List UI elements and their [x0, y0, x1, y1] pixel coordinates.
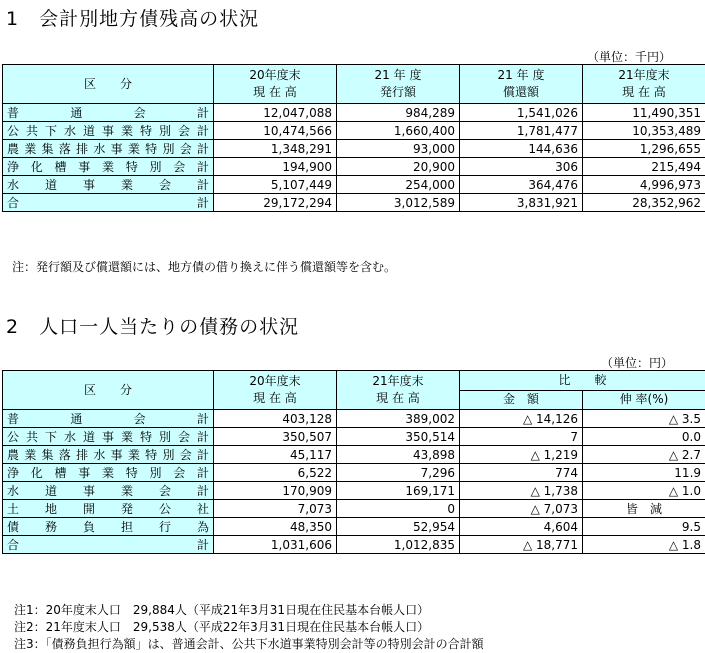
header-fy20-end: 20年度末 現 在 高: [214, 65, 337, 104]
cell: 1,012,835: [337, 536, 460, 554]
cell: 1,031,606: [214, 536, 337, 554]
cell: 4,604: [460, 518, 583, 536]
row-label: 水道事業会計: [3, 176, 214, 194]
cell: 10,353,489: [583, 122, 705, 140]
table-row: [3, 158, 705, 176]
header-fy20-end: 20年度末 現 在 高: [214, 371, 337, 410]
header-fy21-end: 21年度末 現 在 高: [583, 65, 705, 104]
cell: 774: [460, 464, 583, 482]
cell: △ 2.7: [583, 446, 705, 464]
row-label: 合計: [3, 194, 214, 212]
cell: 3,012,589: [337, 194, 460, 212]
header-amount: 金 額: [460, 390, 583, 410]
cell: 1,541,026: [460, 104, 583, 122]
cell: 1,660,400: [337, 122, 460, 140]
table-row-total: [3, 536, 705, 554]
cell: 93,000: [337, 140, 460, 158]
section2-unit: （単位：円）: [601, 356, 674, 370]
per-capita-debt-table: [2, 370, 705, 554]
cell: 7: [460, 428, 583, 446]
table-row-total: [3, 194, 705, 212]
cell: 10,474,566: [214, 122, 337, 140]
header-category: 区 分: [3, 371, 214, 410]
cell: 215,494: [583, 158, 705, 176]
header-category: 区 分: [3, 65, 214, 104]
table-row: [3, 140, 705, 158]
row-label: 水道事業会計: [3, 482, 214, 500]
row-label: 公共下水道事業特別会計: [3, 122, 214, 140]
table-row: [3, 518, 705, 536]
section2-note-2: 注2：21年度末人口 29,538人（平成22年3月31日現在住民基本台帳人口）: [14, 620, 430, 634]
cell: 20,900: [337, 158, 460, 176]
section2-title: 2 人口一人当たりの債務の状況: [6, 316, 300, 338]
cell: 7,296: [337, 464, 460, 482]
cell: 170,909: [214, 482, 337, 500]
cell: △ 14,126: [460, 410, 583, 428]
cell: 4,996,973: [583, 176, 705, 194]
cell: 0.0: [583, 428, 705, 446]
cell: 350,514: [337, 428, 460, 446]
cell: 3,831,921: [460, 194, 583, 212]
cell: 11,490,351: [583, 104, 705, 122]
cell: 1,781,477: [460, 122, 583, 140]
table-row: [3, 122, 705, 140]
cell: △ 18,771: [460, 536, 583, 554]
cell: △ 1,219: [460, 446, 583, 464]
cell: 9.5: [583, 518, 705, 536]
cell: 194,900: [214, 158, 337, 176]
cell: 11.9: [583, 464, 705, 482]
table-row: [3, 500, 705, 518]
header-fy21-end: 21年度末 現 在 高: [337, 371, 460, 410]
cell: △ 1.0: [583, 482, 705, 500]
cell: 43,898: [337, 446, 460, 464]
cell: 1,348,291: [214, 140, 337, 158]
cell: 144,636: [460, 140, 583, 158]
cell: 389,002: [337, 410, 460, 428]
cell: 364,476: [460, 176, 583, 194]
row-label: 債務負担行為: [3, 518, 214, 536]
section2-note-1: 注1：20年度末人口 29,884人（平成21年3月31日現在住民基本台帳人口）: [14, 603, 430, 617]
cell: △ 7,073: [460, 500, 583, 518]
section1-note: 注：発行額及び償還額には、地方債の借り換えに伴う償還額等を含む。: [12, 260, 397, 274]
table-row: [3, 176, 705, 194]
cell: 306: [460, 158, 583, 176]
cell: 48,350: [214, 518, 337, 536]
row-label: 合計: [3, 536, 214, 554]
row-label: 土地開発公社: [3, 500, 214, 518]
cell: 6,522: [214, 464, 337, 482]
cell: 28,352,962: [583, 194, 705, 212]
section2-note-3: 注3：「債務負担行為額」は、普通会計、公共下水道事業特別会計等の特別会計の合計額: [14, 637, 484, 651]
cell: 0: [337, 500, 460, 518]
header-growth-rate: 伸 率(%): [583, 390, 705, 410]
section1-unit: （単位：千円）: [587, 50, 672, 64]
row-label: 普通会計: [3, 410, 214, 428]
section1-title: 1 会計別地方債残高の状況: [6, 8, 260, 30]
cell: 1,296,655: [583, 140, 705, 158]
cell: △ 3.5: [583, 410, 705, 428]
cell: 皆 減: [583, 500, 705, 518]
table-row: [3, 482, 705, 500]
debt-balance-table: [2, 64, 705, 212]
table-row: [3, 446, 705, 464]
cell: 12,047,088: [214, 104, 337, 122]
header-fy21-issued: 21 年 度 発行額: [337, 65, 460, 104]
row-label: 公共下水道事業特別会計: [3, 428, 214, 446]
row-label: 農業集落排水事業特別会計: [3, 140, 214, 158]
row-label: 農業集落排水事業特別会計: [3, 446, 214, 464]
table-row: [3, 464, 705, 482]
header-comparison: 比 較: [460, 371, 705, 391]
cell: 350,507: [214, 428, 337, 446]
cell: △ 1,738: [460, 482, 583, 500]
cell: △ 1.8: [583, 536, 705, 554]
table-row: [3, 104, 705, 122]
row-label: 浄化槽事業特別会計: [3, 464, 214, 482]
table-row: [3, 410, 705, 428]
cell: 52,954: [337, 518, 460, 536]
cell: 5,107,449: [214, 176, 337, 194]
cell: 169,171: [337, 482, 460, 500]
cell: 45,117: [214, 446, 337, 464]
row-label: 浄化槽事業特別会計: [3, 158, 214, 176]
header-fy21-repaid: 21 年 度 償還額: [460, 65, 583, 104]
cell: 29,172,294: [214, 194, 337, 212]
table-row: [3, 428, 705, 446]
cell: 7,073: [214, 500, 337, 518]
cell: 984,289: [337, 104, 460, 122]
cell: 403,128: [214, 410, 337, 428]
cell: 254,000: [337, 176, 460, 194]
row-label: 普通会計: [3, 104, 214, 122]
